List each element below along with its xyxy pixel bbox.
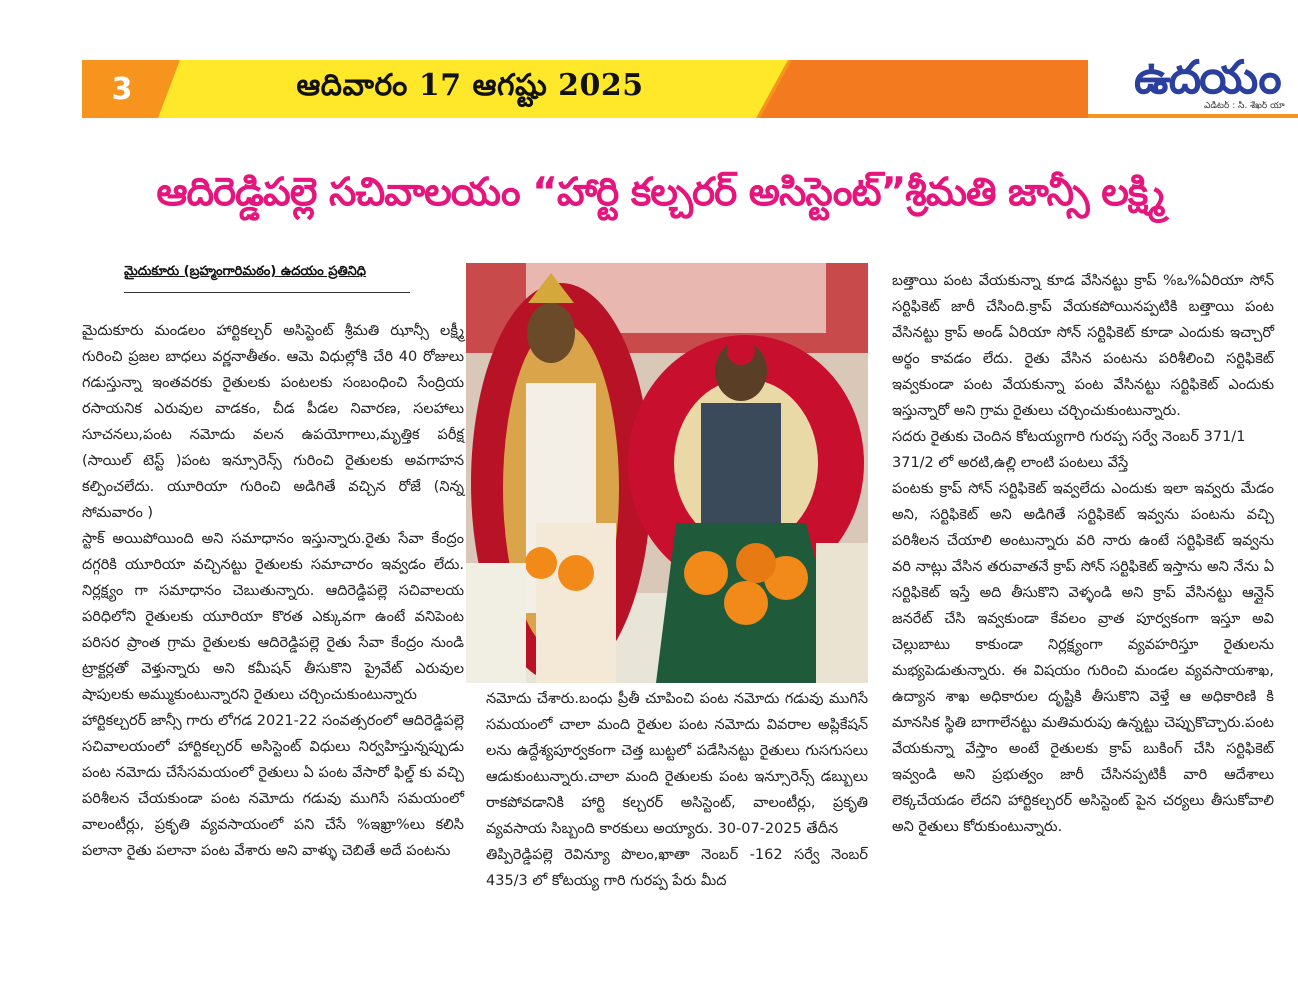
col3-paragraph: 371/2 లో అరటి,ఉల్లి లాంటి పంటలు వేస్తే <box>892 455 1129 471</box>
article-column-3 <box>892 268 1274 840</box>
logo-subtitle: ఎడిటర్ : సి. శేఖర్ యా <box>1204 101 1285 111</box>
article-byline: మైదుకూరు (బ్రహ్మంగారిమఠం) ఉదయం ప్రతినిధి <box>124 264 366 279</box>
newspaper-logo: ఉదయం <box>1134 50 1280 104</box>
header-right-panel <box>760 60 1088 118</box>
col2-paragraph: నమోదు చేశారు.బంధు ప్రీతీ చూపించి పంట నమోదు గడువు ముగిసే సమయంలో చాలా మంది రైతుల పంట నమోదు వివరాల అప్లికేషన్ లను ఉద్దేశ్యపూర్వకంగా చెత్త బుట్టలో పడేసినట్టు రైతులు గుసగుసలు ఆడుకుంటున్నారు.చాలా మంది రైతులకు పంట ఇన్సూరెన్స్ డబ్బులు రాకపోవడానికి హార్టి కల్చరర్ అసిస్టెంట్, వాలంటీర్లు, ప్రకృతి వ్యవసాయ సిబ్బంది కారకులు అయ్యారు. 30-07-2025 తేదీన <box>486 691 868 837</box>
article-headline: ఆదిరెడ్డిపల్లె సచివాలయం “హార్టి కల్చరర్ అసిస్టెంట్”శ్రీమతి జాన్సీ లక్ష్మి <box>156 170 1164 215</box>
col1-paragraph: స్టాక్ అయిపోయింది అని సమాధానం ఇస్తున్నారు.రైతు సేవా కేంద్రం దగ్గరికి యూరియా వచ్చినట్టు రైతులకు సమాచారం ఇవ్వడం లేదు. నిర్లక్ష్యం గా సమాధానం చెబుతున్నారు. ఆదిరెడ్డిపల్లె సచివాలయ పరిధిలోని రైతులకు యూరియా కొరత ఎక్కువగా ఉంటే వనిపెంట పరిసర ప్రాంత గ్రామ రైతులకు ఆదిరెడ్డిపల్లె రైతు సేవా కేంద్రం నుండి ట్రాక్టర్లతో వెళ్తున్నారు అని కమీషన్ తీసుకొని ప్రైవేట్ ఎరువుల షాపులకు అమ్ముకుంటున్నారని రైతులు చర్చించుకుంటున్నారు <box>82 531 464 703</box>
col1-paragraph: మైదుకూరు మండలం హార్టికల్చర్ అసిస్టెంట్ శ్రీమతి ఝాన్సీ లక్ష్మీ గురించి ప్రజల బాధలు వర్ణనాతీతం. ఆమె విధుల్లోకి చేరి 40 రోజులు గడుస్తున్నా ఇంతవరకు రైతులకు పంటలకు సంబంధించి సేంద్రియ రసాయనిక ఎరువుల వాడకం, చీడ పీడల నివారణ, సలహాలు సూచనలు,పంట నమోదు వలన ఉపయోగాలు,మృత్తిక పరీక్ష (సాయిల్ టెస్ట్ )పంట ఇన్సూరెన్స్ గురించి రైతులకు అవగాహన కల్పించలేదు. యూరియా గురించి అడిగితే వచ్చిన రోజే (నిన్న సోమవారం ) <box>82 323 464 521</box>
issue-date: ఆదివారం 17 ఆగష్టు 2025 <box>296 68 644 103</box>
article-photo <box>466 263 868 683</box>
byline-rule <box>124 292 410 293</box>
article-column-2 <box>486 686 868 894</box>
idol-garland-photo <box>466 263 868 683</box>
col1-paragraph: హార్టికల్చరర్ జాన్సీ గారు లోగడ 2021-22 సంవత్సరంలో ఆదిరెడ్డిపల్లె సచివాలయంలో హార్టికల్చరర్ అసిస్టెంట్ విధులు నిర్వహిస్తున్నప్పుడు పంట నమోదు చేసేసమయంలో రైతులు ఏ పంట వేసారో ఫిల్డ్ కు వచ్చి పరిశీలన చేయకుండా పంట నమోదు గడువు ముగిసే సమయంలో వాలంటీర్లు, ప్రకృతి వ్యవసాయంలో పని చేసే %ఇఖ్రా%లు కలిసి పలానా రైతు పలానా పంట వేశారు అని వాళ్ళు చెబితే అదే పంటను <box>82 713 464 859</box>
col3-paragraph: బత్తాయి పంట వేయకున్నా కూడ వేసినట్టు క్రాప్ %ఒ%ఏరియా సోన్ సర్టిఫికెట్ జారీ చేసింది.క్రాప్ వేయకపోయినప్పటికి బత్తాయి పంట వేసినట్టు క్రాప్ అండ్ ఏరియా సోన్ సర్టిఫికెట్ కూడా ఎందుకు ఇచ్చారో అర్థం కావడం లేదు. రైతు వేసిన పంటను పరిశీలించి సర్టిఫికెట్ ఇవ్వకుండా పంట వేయకున్నా పంట వేసినట్టు సర్టిఫికెట్ ఎందుకు ఇస్తున్నారో అని గ్రామ రైతులు చర్చించుకుంటున్నారు. <box>892 273 1274 419</box>
page-number: 3 <box>111 71 133 107</box>
col3-paragraph: పంటకు క్రాప్ సోన్ సర్టిఫికెట్ ఇవ్వలేదు ఎందుకు ఇలా ఇవ్వరు మేడం అని, సర్టిఫికెట్ అని అడిగితే సర్టిఫికెట్ ఇవ్వను పంటను వచ్చి పరిశీలన చేయాలి అంటున్నారు వరి నారు ఉంటే సర్టిఫికెట్ ఇవ్వను వరి నాట్లు వేసిన తరువాతనే క్రాప్ సోన్ సర్టిఫికెట్ ఇస్తాను అని నేను ఏ సర్టిఫికెట్ ఇస్తే అది తీసుకొని వెళ్ళండి అని క్రాప్ వేసినట్టు ఆన్లైన్ జనరేట్ చేసి ఇవ్వకుండా కేవలం వ్రాత పూర్వకంగా ఇస్తూ అవి చెల్లుబాటు కాకుండా నిర్లక్ష్యంగా వ్యవహరిస్తూ రైతులను మభ్యపెడుతున్నారు. ఈ విషయం గురించి మండల వ్యవసాయశాఖ, ఉద్యాన శాఖ అధికారుల దృష్టికి తీసుకొని వెళ్తే ఆ అధికారిణి కి మానసిక స్థితి బాగాలేనట్టు మతిమరుపు ఉన్నట్టు చెప్పుకొచ్చారు.పంట వేయకున్నా వేస్తాం అంటే రైతులకు క్రాప్ బుకింగ్ చేసి సర్టిఫికెట్ ఇవ్వండి అని ప్రభుత్వం జారీ చేసినప్పటికీ వారి ఆదేశాలు లెక్కచేయడం లేదని హార్టికల్చరర్ అసిస్టెంట్ పైన చర్యలు తీసుకోవాలి అని రైతులు కోరుకుంటున్నారు. <box>892 481 1274 835</box>
col2-paragraph: తిప్పిరెడ్డిపల్లె రెవిన్యూ పొలం,ఖాతా నెంబర్ -162 సర్వే నెంబర్ 435/3 లో కోటయ్య గారి గురప్ప పేరు మీద <box>486 847 868 889</box>
col3-paragraph: సదరు రైతుకు చెందిన కోటయ్యగారి గురప్ప సర్వే నెంబర్ 371/1 <box>892 429 1246 445</box>
article-column-1 <box>82 318 464 864</box>
